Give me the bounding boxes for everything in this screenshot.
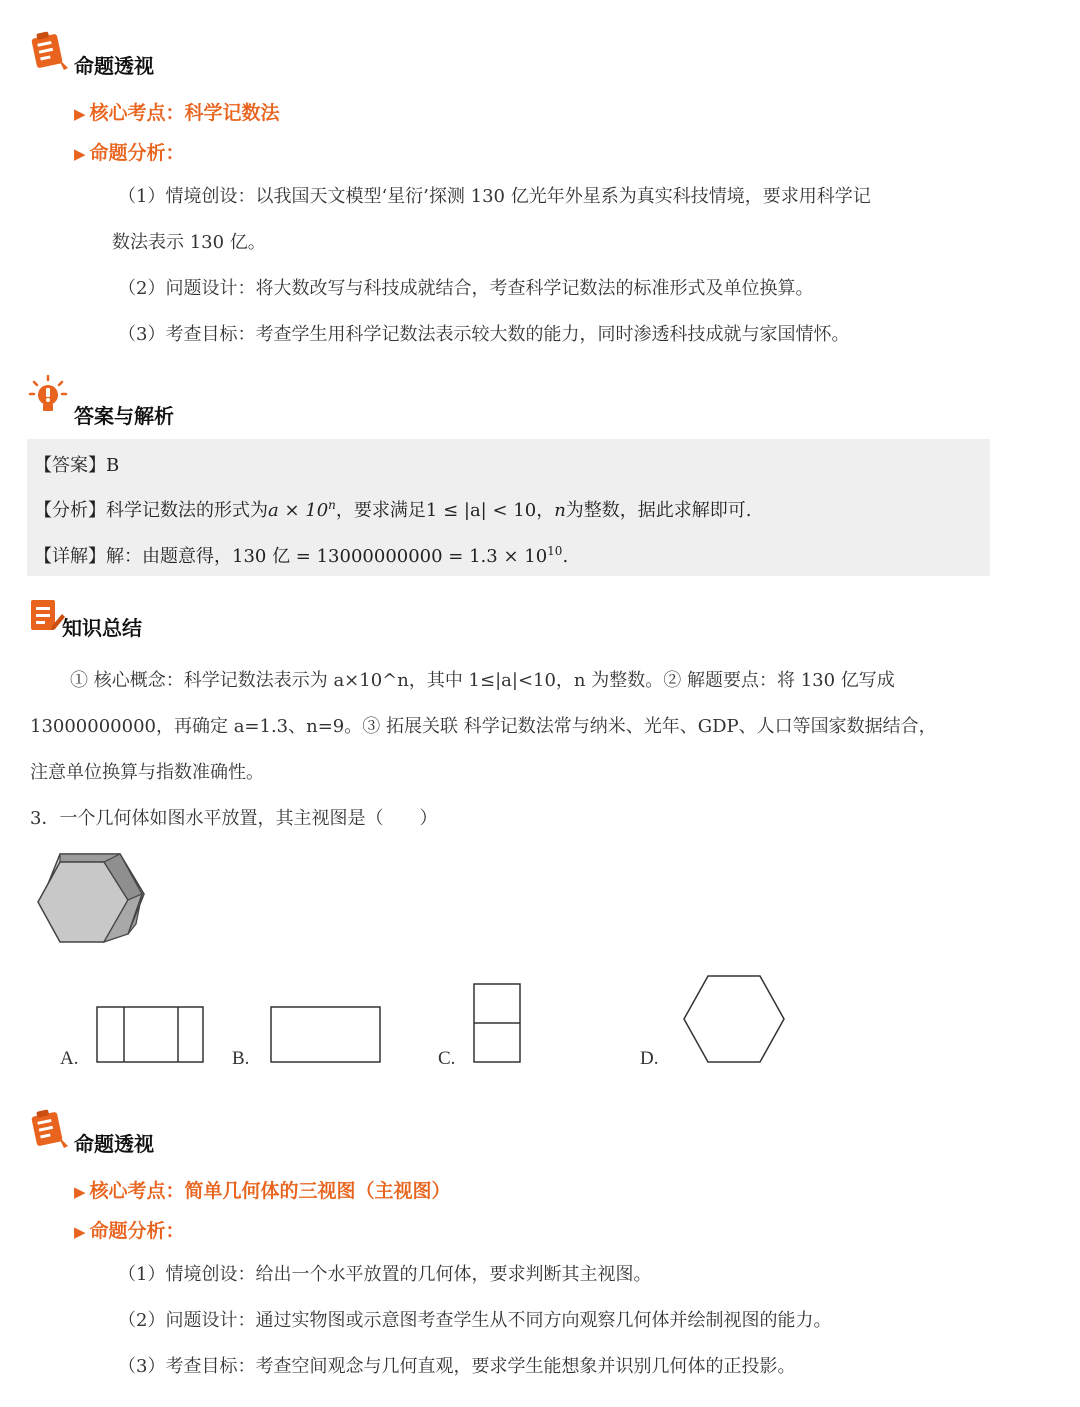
- math-expression: = 13000000000 = 1.3 × 10: [290, 546, 548, 567]
- detail-line: [34, 542, 568, 568]
- detail-label: 【详解】: [34, 546, 106, 567]
- analysis-item: （3）考查目标：考查空间观念与几何直观，要求学生能想象并识别几何体的正投影。: [118, 1356, 796, 1377]
- clipboard-pencil-icon: [28, 1106, 72, 1150]
- triangle-bullet-icon: ▶: [74, 145, 86, 163]
- analysis-item: （1）情境创设：以我国天文模型‘星衍’探测 130 亿光年外星系为真实科技情境，要求用科学记: [118, 186, 871, 207]
- section-title: 命题透视: [74, 54, 154, 78]
- option-a-figure: [96, 1006, 206, 1064]
- core-point: [74, 1176, 451, 1203]
- option-b-label: B.: [232, 1048, 250, 1069]
- option-a-label: A.: [60, 1048, 79, 1069]
- math-inequality: 1 ≤ |a| < 10: [425, 500, 537, 521]
- hexagonal-prism-figure: [30, 848, 150, 952]
- answer-value: B: [106, 455, 120, 476]
- analysis-label: 命题分析：: [89, 1220, 185, 1242]
- option-c-figure: [473, 983, 523, 1065]
- analysis-label: 命题分析：: [89, 142, 185, 164]
- section-2-header: [28, 374, 248, 428]
- detail-end: .: [562, 546, 569, 567]
- analysis-text: ，要求满足: [335, 500, 426, 521]
- option-c-label: C.: [438, 1048, 456, 1069]
- detail-text: 解：由题意得，130 亿: [106, 546, 291, 567]
- section-title: 命题透视: [74, 1132, 154, 1156]
- analysis-item: （1）情境创设：给出一个水平放置的几何体，要求判断其主视图。: [118, 1264, 652, 1285]
- analysis-item: 数法表示 130 亿。: [112, 232, 266, 253]
- analysis-heading: [74, 138, 185, 165]
- analysis-text: 科学记数法的形式为: [106, 500, 268, 521]
- option-d-label: D.: [640, 1048, 659, 1069]
- section-title: 知识总结: [62, 616, 142, 640]
- analysis-text: 为整数，据此求解即可.: [565, 500, 752, 521]
- summary-line: 13000000000，再确定 a=1.3、n=9。③ 拓展关联 科学记数法常与纳米、光年、GDP、人口等国家数据结合，: [30, 716, 937, 737]
- analysis-item: （2）问题设计：通过实物图或示意图考查学生从不同方向观察几何体并绘制视图的能力。: [118, 1310, 832, 1331]
- summary-line: ① 核心概念：科学记数法表示为 a×10^n，其中 1≤|a|<10，n 为整数。② 解题要点：将 130 亿写成: [70, 670, 895, 691]
- option-d-figure: [681, 974, 787, 1066]
- analysis-item: （2）问题设计：将大数改写与科技成就结合，考查科学记数法的标准形式及单位换算。: [118, 278, 814, 299]
- math-exponent: n: [328, 498, 336, 512]
- analysis-label: 【分析】: [34, 500, 106, 521]
- analysis-line: [34, 496, 752, 522]
- math-expression: a × 10: [268, 500, 329, 521]
- lightbulb-icon: [28, 374, 72, 418]
- triangle-bullet-icon: ▶: [74, 105, 86, 123]
- analysis-item: （3）考查目标：考查学生用科学记数法表示较大数的能力，同时渗透科技成就与家国情怀。: [118, 324, 850, 345]
- math-exponent: 10: [547, 544, 563, 558]
- notepad-pencil-icon: [28, 596, 66, 634]
- triangle-bullet-icon: ▶: [74, 1223, 86, 1241]
- section-1-header: [28, 28, 228, 78]
- question-stem: 3．一个几何体如图水平放置，其主视图是（ ）: [30, 808, 438, 829]
- math-variable: n: [554, 500, 566, 521]
- section-3-header: [28, 596, 228, 640]
- summary-line: 注意单位换算与指数准确性。: [30, 762, 264, 783]
- answer-line: [34, 451, 119, 477]
- answer-label: 【答案】: [34, 455, 106, 476]
- core-point: [74, 98, 280, 125]
- section-4-header: [28, 1106, 228, 1156]
- option-b-figure: [270, 1006, 383, 1064]
- core-point-text: 核心考点：科学记数法: [89, 102, 280, 124]
- analysis-heading: [74, 1216, 185, 1243]
- section-title: 答案与解析: [74, 404, 174, 428]
- core-point-text: 核心考点：简单几何体的三视图（主视图）: [89, 1180, 451, 1202]
- triangle-bullet-icon: ▶: [74, 1183, 86, 1201]
- analysis-text: ，: [536, 500, 555, 521]
- clipboard-pencil-icon: [28, 28, 72, 72]
